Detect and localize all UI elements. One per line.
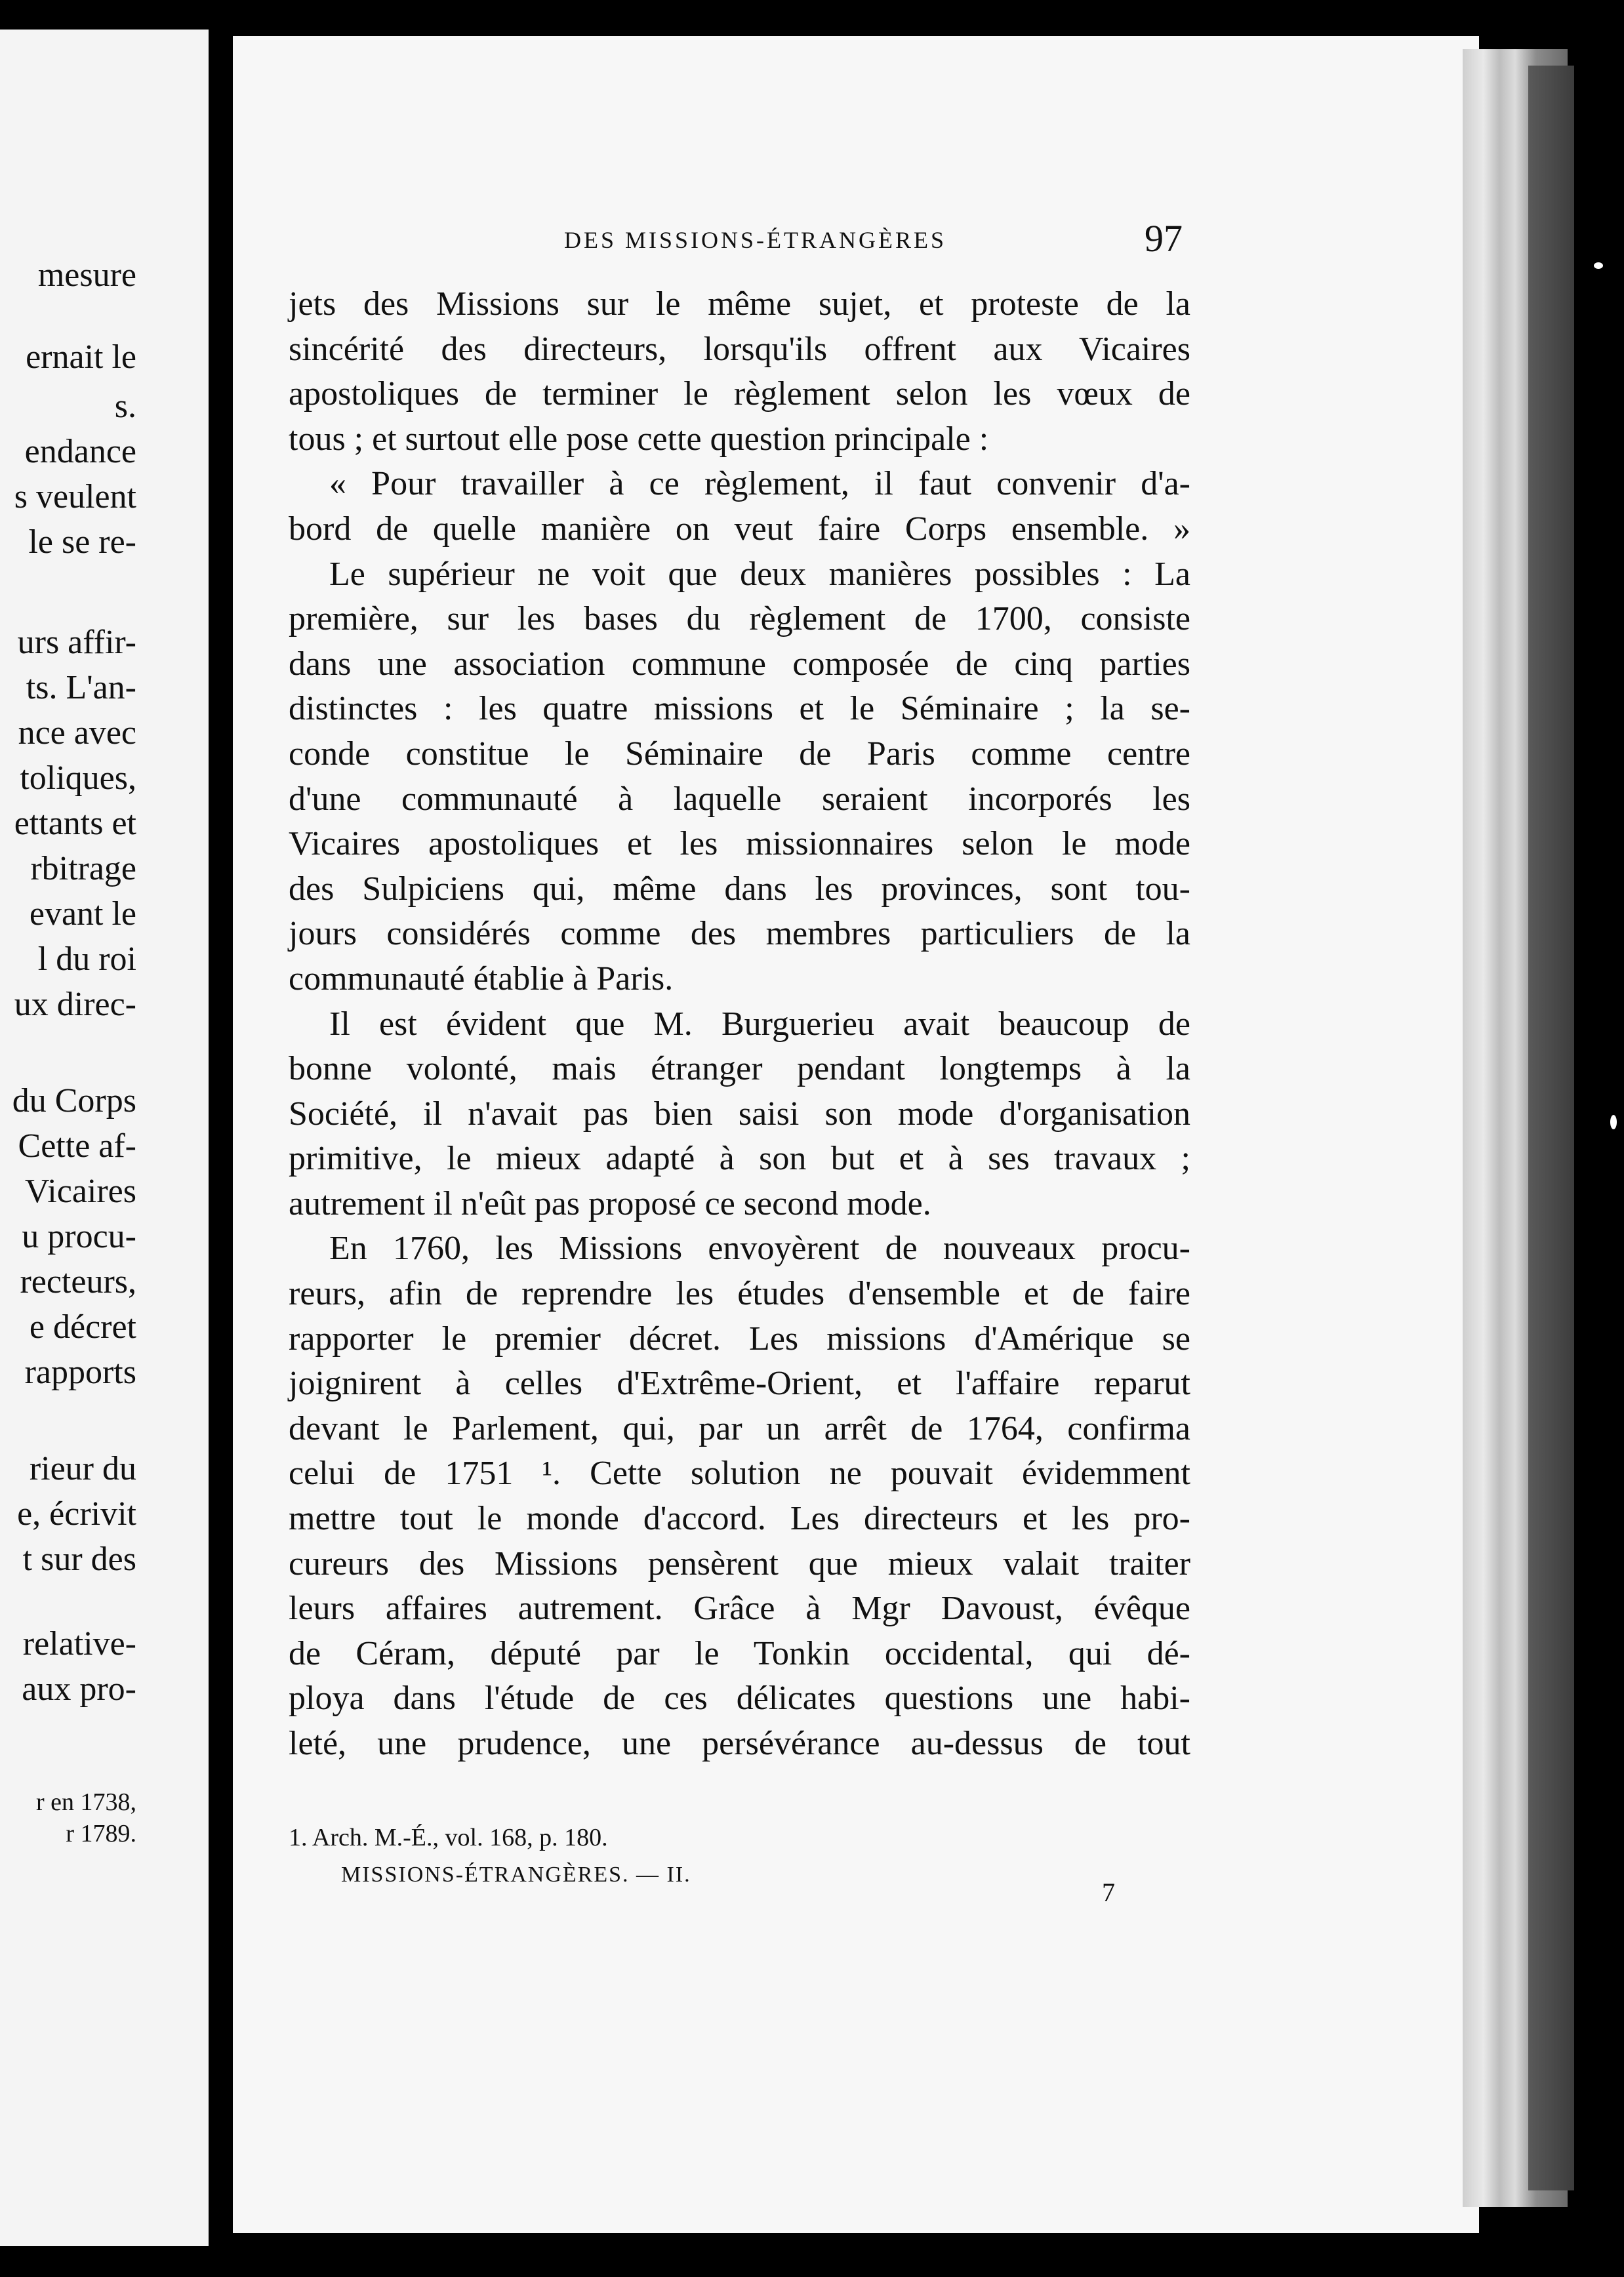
left-page-line: s. xyxy=(114,388,136,425)
left-page-line: t sur des xyxy=(22,1541,136,1578)
body-text xyxy=(289,282,1190,1767)
text-line: joignirent à celles d'Extrême-Orient, et l'affaire reparut xyxy=(289,1365,1190,1403)
left-page-line: rbitrage xyxy=(30,850,136,887)
left-page-line: u procu- xyxy=(22,1218,136,1255)
text-line: primitive, le mieux adapté à son but et à ses travaux ; xyxy=(289,1140,1190,1178)
text-line: leurs affaires autrement. Grâce à Mgr Davoust, évêque xyxy=(289,1590,1190,1628)
text-line: jours considérés comme des membres particuliers de la xyxy=(289,915,1190,953)
left-page-line: rapports xyxy=(24,1354,136,1391)
text-line: de Céram, député par le Tonkin occidental, qui dé- xyxy=(289,1634,1190,1672)
text-line: d'une communauté à laquelle seraient incorporés les xyxy=(289,780,1190,818)
text-line: distinctes : les quatre missions et le Séminaire ; la se- xyxy=(289,690,1190,728)
text-line: dans une association commune composée de cinq parties xyxy=(289,645,1190,683)
text-line: Vicaires apostoliques et les missionnaires selon le mode xyxy=(289,825,1190,863)
left-page-line: mesure xyxy=(37,256,136,294)
text-line: bord de quelle manière on veut faire Corps ensemble. » xyxy=(289,510,1190,548)
left-page-line: du Corps xyxy=(12,1082,136,1119)
text-line: mettre tout le monde d'accord. Les directeurs et les pro- xyxy=(289,1500,1190,1538)
text-line: rapporter le premier décret. Les missions d'Amérique se xyxy=(289,1320,1190,1358)
scan-speck xyxy=(1594,262,1603,269)
text-line: Le supérieur ne voit que deux manières possibles : La xyxy=(329,555,1190,593)
text-line: Société, il n'avait pas bien saisi son mode d'organisation xyxy=(289,1095,1190,1133)
left-page-line: nce avec xyxy=(18,714,136,752)
left-page-line: evant le xyxy=(29,895,136,933)
text-line: bonne volonté, mais étranger pendant longtemps à la xyxy=(289,1050,1190,1088)
left-page-line: s veulent xyxy=(14,478,136,515)
text-line: En 1760, les Missions envoyèrent de nouveaux procu- xyxy=(329,1230,1190,1268)
page-number: 97 xyxy=(1145,217,1183,260)
text-line: reurs, afin de reprendre les études d'ensemble et de faire xyxy=(289,1275,1190,1313)
left-page-line: endance xyxy=(24,433,136,470)
left-page-line: le se re- xyxy=(28,523,136,561)
left-page-line: recteurs, xyxy=(20,1263,136,1300)
scan-speck xyxy=(1610,1115,1617,1129)
text-line: leté, une prudence, une persévérance au-dessus de tout xyxy=(289,1725,1190,1762)
text-line: devant le Parlement, qui, par un arrêt de 1764, confirma xyxy=(289,1409,1190,1447)
text-line: conde constitue le Séminaire de Paris comme centre xyxy=(289,735,1190,773)
left-page-fragment xyxy=(0,30,209,2246)
text-line: apostoliques de terminer le règlement selon les vœux de xyxy=(289,375,1190,413)
text-line: cureurs des Missions pensèrent que mieux valait traiter xyxy=(289,1544,1190,1582)
text-line: sincérité des directeurs, lorsqu'ils offrent aux Vicaires xyxy=(289,330,1190,368)
text-line: Il est évident que M. Burguerieu avait beaucoup de xyxy=(329,1005,1190,1043)
left-page-line: e, écrivit xyxy=(17,1495,136,1533)
text-line: des Sulpiciens qui, même dans les provinces, sont tou- xyxy=(289,870,1190,908)
left-page-line: ux direc- xyxy=(14,986,136,1023)
left-page-line: relative- xyxy=(22,1625,136,1662)
signature-number: 7 xyxy=(1102,1878,1115,1907)
running-head: DES MISSIONS-ÉTRANGÈRES xyxy=(564,227,947,253)
text-line: tous ; et surtout elle pose cette question principale : xyxy=(289,420,989,458)
signature-mark: MISSIONS-ÉTRANGÈRES. — II. xyxy=(341,1863,691,1887)
text-line: communauté établie à Paris. xyxy=(289,959,674,997)
left-page-line: ts. L'an- xyxy=(26,669,136,706)
book-spine-shadow xyxy=(1528,66,1574,2190)
left-page-line: l du roi xyxy=(37,940,136,978)
text-line: autrement il n'eût pas proposé ce second mode. xyxy=(289,1184,931,1222)
left-page-line: ettants et xyxy=(14,805,136,842)
left-page-line: rieur du xyxy=(29,1450,136,1487)
left-page-line: Vicaires xyxy=(24,1173,136,1210)
text-line: celui de 1751 ¹. Cette solution ne pouvait évidemment xyxy=(289,1455,1190,1493)
left-page-footnote: r 1789. xyxy=(66,1820,136,1847)
text-line: jets des Missions sur le même sujet, et proteste de la xyxy=(289,285,1190,323)
left-page-line: toliques, xyxy=(20,759,136,797)
left-page-line: e décret xyxy=(29,1308,136,1346)
footnote: 1. Arch. M.-É., vol. 168, p. 180. xyxy=(289,1824,608,1851)
left-page-line: urs affir- xyxy=(17,624,136,661)
left-page-line: Cette af- xyxy=(18,1127,136,1165)
text-line: première, sur les bases du règlement de 1700, consiste xyxy=(289,600,1190,638)
left-page-footnote: r en 1738, xyxy=(35,1788,136,1816)
text-line: ploya dans l'étude de ces délicates questions une habi- xyxy=(289,1680,1190,1718)
left-page-line: aux pro- xyxy=(22,1670,136,1708)
text-line: « Pour travailler à ce règlement, il faut convenir d'a- xyxy=(329,465,1190,503)
left-page-line: ernait le xyxy=(26,338,136,376)
